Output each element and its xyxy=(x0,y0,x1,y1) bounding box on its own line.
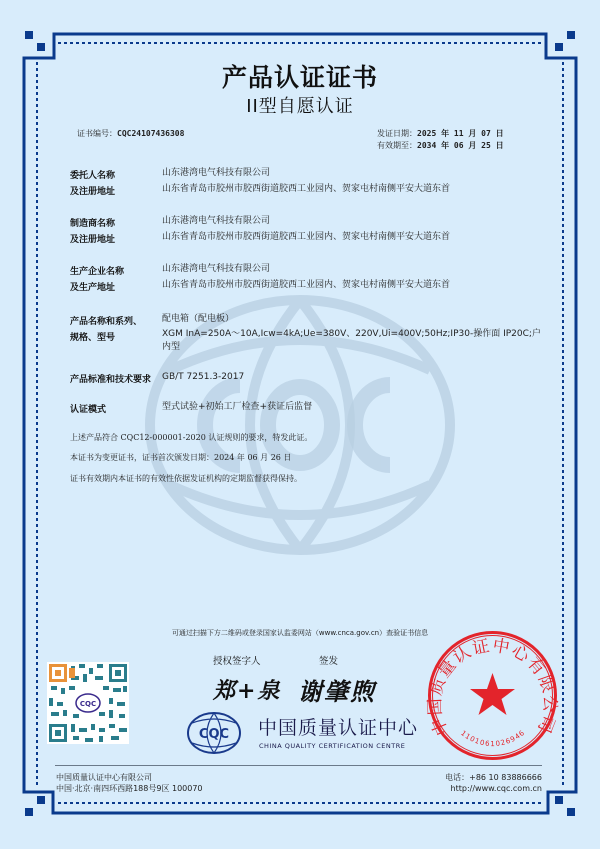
factory-addr-label: 及生产地址 xyxy=(70,283,116,293)
cert-number-label: 证书编号： xyxy=(77,129,117,138)
valid-until xyxy=(377,140,504,151)
footer-divider xyxy=(55,765,542,766)
svg-text:1101061026946 xyxy=(459,728,527,748)
note-validity: 证书有效期内本证书的有效性依据发证机构的定期监督获得保持。 xyxy=(70,474,302,483)
footer-right xyxy=(445,772,542,794)
standard-label: 产品标准和技术要求 xyxy=(70,375,152,385)
product-label-line1: 产品名称和系列、 xyxy=(70,317,143,327)
mode-value: 型式试验+初始工厂检查+获证后监督 xyxy=(162,402,313,412)
issue-date-label: 发证日期： xyxy=(377,129,417,138)
product-name: 配电箱（配电板） xyxy=(162,314,235,324)
qr-code[interactable] xyxy=(47,662,129,744)
svg-text:CQC: CQC xyxy=(79,700,97,708)
maker-addr-label: 及注册地址 xyxy=(70,235,116,245)
seal-text: 中国质量认证中心有限公司 xyxy=(425,635,560,739)
footer-website[interactable]: http://www.cqc.com.cn xyxy=(450,784,542,793)
maker-address: 山东省青岛市胶州市胶西街道胶西工业园内、贺家屯村南侧平安大道东首 xyxy=(162,232,451,242)
factory-name: 山东港湾电气科技有限公司 xyxy=(162,264,271,274)
cert-number-value: CQC24107436308 xyxy=(117,129,185,138)
maker-name: 山东港湾电气科技有限公司 xyxy=(162,216,271,226)
issuer-signature: 谢肇煦 xyxy=(298,677,376,706)
footer-phone: 电话：+86 10 83886666 xyxy=(445,773,542,782)
cqc-logo-icon xyxy=(186,711,242,755)
client-address: 山东省青岛市胶州市胶西街道胶西工业园内、贺家屯村南侧平安大道东首 xyxy=(162,184,451,194)
certificate-title: 产品认证证书 xyxy=(221,63,378,92)
issue-date xyxy=(377,128,504,139)
star-icon xyxy=(470,673,515,715)
authorized-signature: 郑+泉 xyxy=(213,678,282,704)
cert-number xyxy=(77,128,184,139)
certificate-subtitle: II型自愿认证 xyxy=(246,96,354,117)
mode-label: 认证模式 xyxy=(70,405,107,415)
issuer-label: 签发 xyxy=(319,656,339,667)
maker-name-label: 制造商名称 xyxy=(70,219,116,229)
footer-address: 中国·北京·南四环西路188号9区 100070 xyxy=(56,784,203,793)
client-name: 山东港湾电气科技有限公司 xyxy=(162,168,271,178)
valid-until-label: 有效期至： xyxy=(377,141,417,150)
product-label-line2: 规格、型号 xyxy=(70,333,116,343)
svg-text:CQC: CQC xyxy=(198,727,230,742)
verify-instructions: 可通过扫描下方二维码或登录国家认监委网站（www.cnca.gov.cn）查验证书信息 xyxy=(171,629,429,637)
standard-value: GB/T 7251.3-2017 xyxy=(162,372,245,382)
cqc-name-cn: 中国质量认证中心 xyxy=(258,717,419,739)
authorized-signer-label: 授权签字人 xyxy=(213,656,261,667)
issue-date-value: 2025 年 11 月 07 日 xyxy=(417,129,504,138)
note-change: 本证书为变更证书，证书首次颁发日期：2024 年 06 月 26 日 xyxy=(70,453,292,462)
seal-number: 1101061026946 xyxy=(459,728,527,749)
product-spec: XGM InA=250A～10A,Icw=4kA;Ue=380V、220V,Ui=400V;50Hz;IP30-操作面 IP20C;户内型 xyxy=(162,329,541,352)
factory-name-label: 生产企业名称 xyxy=(70,267,125,277)
client-name-label: 委托人名称 xyxy=(70,171,116,181)
valid-until-value: 2034 年 06 月 25 日 xyxy=(417,141,504,150)
footer-org: 中国质量认证中心有限公司 xyxy=(56,773,152,782)
note-compliance: 上述产品符合 CQC12-000001-2020 认证规则的要求，特发此证。 xyxy=(70,433,313,442)
official-seal xyxy=(425,628,560,763)
client-addr-label: 及注册地址 xyxy=(70,187,116,197)
cqc-name-en: CHINA QUALITY CERTIFICATION CENTRE xyxy=(259,742,406,750)
factory-address: 山东省青岛市胶州市胶西街道胶西工业园内、贺家屯村南侧平安大道东首 xyxy=(162,280,451,290)
footer-left xyxy=(56,772,203,794)
